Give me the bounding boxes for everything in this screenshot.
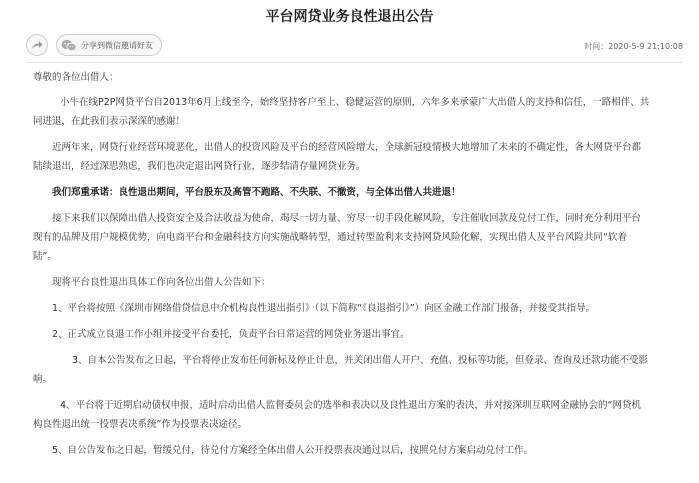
list-item-3-line-2: 响。 <box>33 374 53 385</box>
wechat-share-button[interactable] <box>56 34 162 56</box>
page-title: 平台网贷业务良性退出公告 <box>265 9 434 25</box>
wechat-share-label: 分享到微信邀请好友 <box>81 40 153 50</box>
paragraph-4-line-3: 陆”。 <box>33 251 57 262</box>
share-bar <box>26 34 162 56</box>
paragraph-4-line-2: 现有的品牌及用户规模优势，向电商平台和金融科技方向实施战略转型，通过转型盈利来支持网贷风险化解，实现出借人及平台风险共同“软着 <box>33 232 627 243</box>
list-item-3-line-1: 3、自本公告发布之日起，平台将停止发布任何新标及停止计息，并关闭出借人开户、充值、投标等功能，但登录、查询及还款功能不受影 <box>72 355 649 366</box>
list-item-1: 1、平台将按照《深圳市网络借贷信息中介机构良性退出指引》（以下简称“《良退指引》”）向区金融工作部门报备，并接受其指导。 <box>52 303 596 314</box>
wechat-icon <box>61 39 77 52</box>
list-item-4-line-1: 4、平台将于近期启动债权申报，适时启动出借人监督委员会的选举和表决以及良性退出方案的表决，并对接深圳互联网金融协会的“网贷机 <box>60 400 641 411</box>
commitment-statement: 我们郑重承诺：良性退出期间，平台股东及高管不跑路、不失联、不撤资，与全体出借人共进退！ <box>52 187 461 198</box>
list-item-2: 2、正式成立良退工作小组并接受平台委托，负责平台日常运营的网贷业务退出事宜。 <box>52 329 410 340</box>
list-item-4-line-2: 构良性退出统一投票表决系统”作为投票表决途径。 <box>33 419 247 430</box>
paragraph-1-line-2: 同进退，在此我们表示深深的感谢！ <box>33 116 186 127</box>
paragraph-2-line-2: 陆续退出，经过深思熟虑，我们也决定退出网贷行业，逐步结清存量网贷业务。 <box>33 161 366 172</box>
paragraph-2-line-1: 近两年来，网贷行业经营环境恶化，出借人的投资风险及平台的经营风险增大，全球新冠疫情极大地增加了未来的不确定性，各大网贷平台都 <box>52 142 642 153</box>
publish-timestamp: 时间：2020-5-9 21:10:08 <box>584 42 683 51</box>
list-item-5: 5、自公告发布之日起，暂缓兑付，待兑付方案经全体出借人公开投票表决通过以后，按照兑付方案启动兑付工作。 <box>52 445 534 456</box>
paragraph-4-line-1: 接下来我们以保障出借人投资安全及合法收益为使命，竭尽一切力量、穷尽一切手段化解风险，专注催收回款及兑付工作，同时充分利用平台 <box>52 213 642 224</box>
paragraph-1-line-1: 小牛在线P2P网贷平台自2013年6月上线至今，始终坚持客户至上、稳健运营的原则，六年多来承蒙广大出借人的支持和信任，一路相伴、共 <box>60 97 650 108</box>
share-button[interactable] <box>26 34 48 56</box>
header-divider <box>26 62 683 63</box>
greeting: 尊敬的各位出借人： <box>33 72 119 83</box>
share-arrow-icon <box>31 40 43 50</box>
announcement-body <box>33 68 685 460</box>
items-intro: 现将平台良性退出具体工作向各位出借人公告如下： <box>52 277 271 288</box>
